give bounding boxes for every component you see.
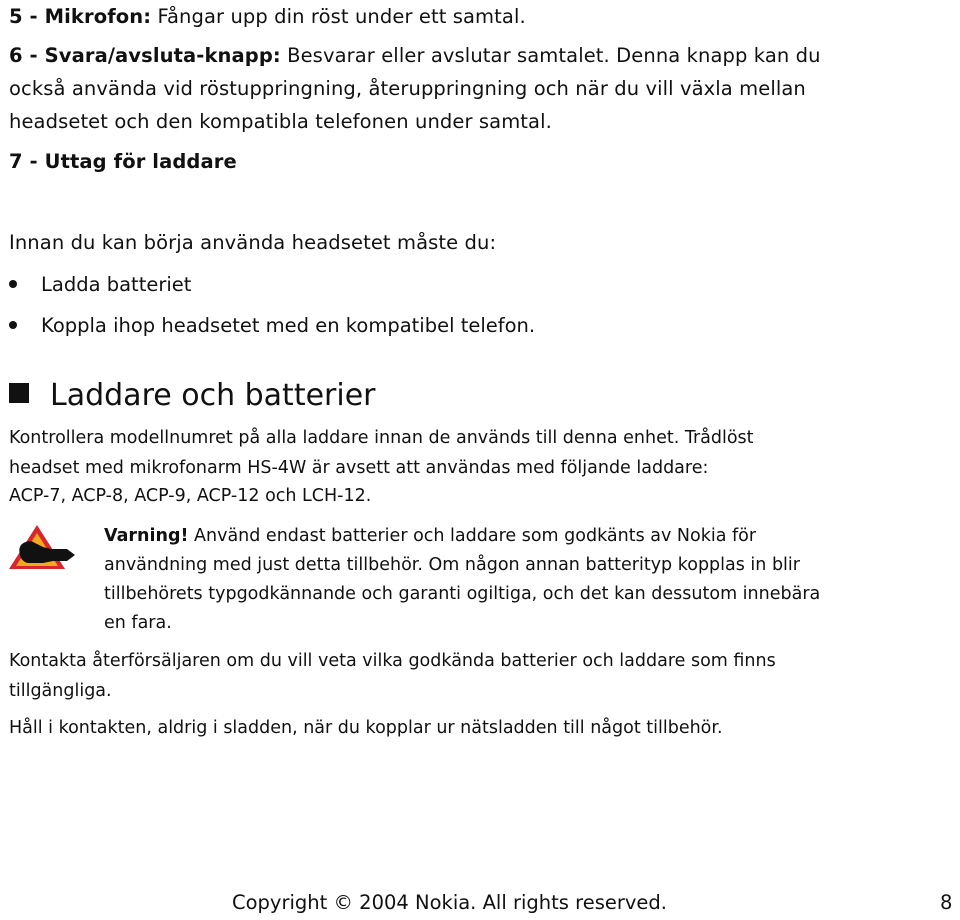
bullet-item [9,311,535,341]
item-5-label: 5 - Mikrofon: [9,5,152,28]
section-para-line-2: headset med mikrofonarm HS-4W är avsett att användas med följande laddare: [9,458,709,478]
section-para-line-3: ACP-7, ACP-8, ACP-9, ACP-12 och LCH-12. [9,486,372,506]
bullet-text: Ladda batteriet [41,273,192,296]
item-6 [9,41,821,71]
bullet-item [9,270,191,300]
bullet-text: Koppla ihop headsetet med en kompatibel telefon. [41,314,536,337]
page-number: 8 [940,891,953,914]
contact-line-2: tillgängliga. [9,681,112,701]
warning-line-3: tillbehörets typgodkännande och garanti ogiltiga, och det kan dessutom innebära [104,584,821,604]
intro-text: Innan du kan börja använda headsetet måste du: [9,231,497,254]
item-5 [9,2,526,32]
warning-line-4: en fara. [104,613,172,633]
item-7-label: 7 - Uttag för laddare [9,150,237,173]
item-6-line-1: Besvarar eller avslutar samtalet. Denna knapp kan du [287,44,821,67]
section-para-line-1: Kontrollera modellnumret på alla laddare innan de används till denna enhet. Trådlöst [9,428,754,448]
warning-line-1 [104,522,756,551]
bullet-icon [9,321,17,329]
warning-label: Varning! [104,526,189,546]
warning-line-2: användning med just detta tillbehör. Om någon annan batterityp kopplas in blir [104,555,800,575]
item-6-line-2: också använda vid röstuppringning, återuppringning och när du vill växla mellan [9,77,806,100]
warning-hand-icon [7,523,75,571]
footer-copyright: Copyright © 2004 Nokia. All rights reserved. [232,891,667,914]
item-6-line-3: headsetet och den kompatibla telefonen under samtal. [9,110,552,133]
bullet-icon [9,280,17,288]
contact-line-1: Kontakta återförsäljaren om du vill veta vilka godkända batterier och laddare som finns [9,651,776,671]
section-heading [9,378,376,414]
item-6-label: 6 - Svara/avsluta-knapp: [9,44,281,67]
warning-text: Använd endast batterier och laddare som godkänts av Nokia för [194,526,757,546]
contact-line-3: Håll i kontakten, aldrig i sladden, när du kopplar ur nätsladden till något tillbehör. [9,718,723,738]
item-5-text: Fångar upp din röst under ett samtal. [157,5,526,28]
section-title: Laddare och batterier [50,378,376,413]
square-bullet-icon [9,383,29,403]
